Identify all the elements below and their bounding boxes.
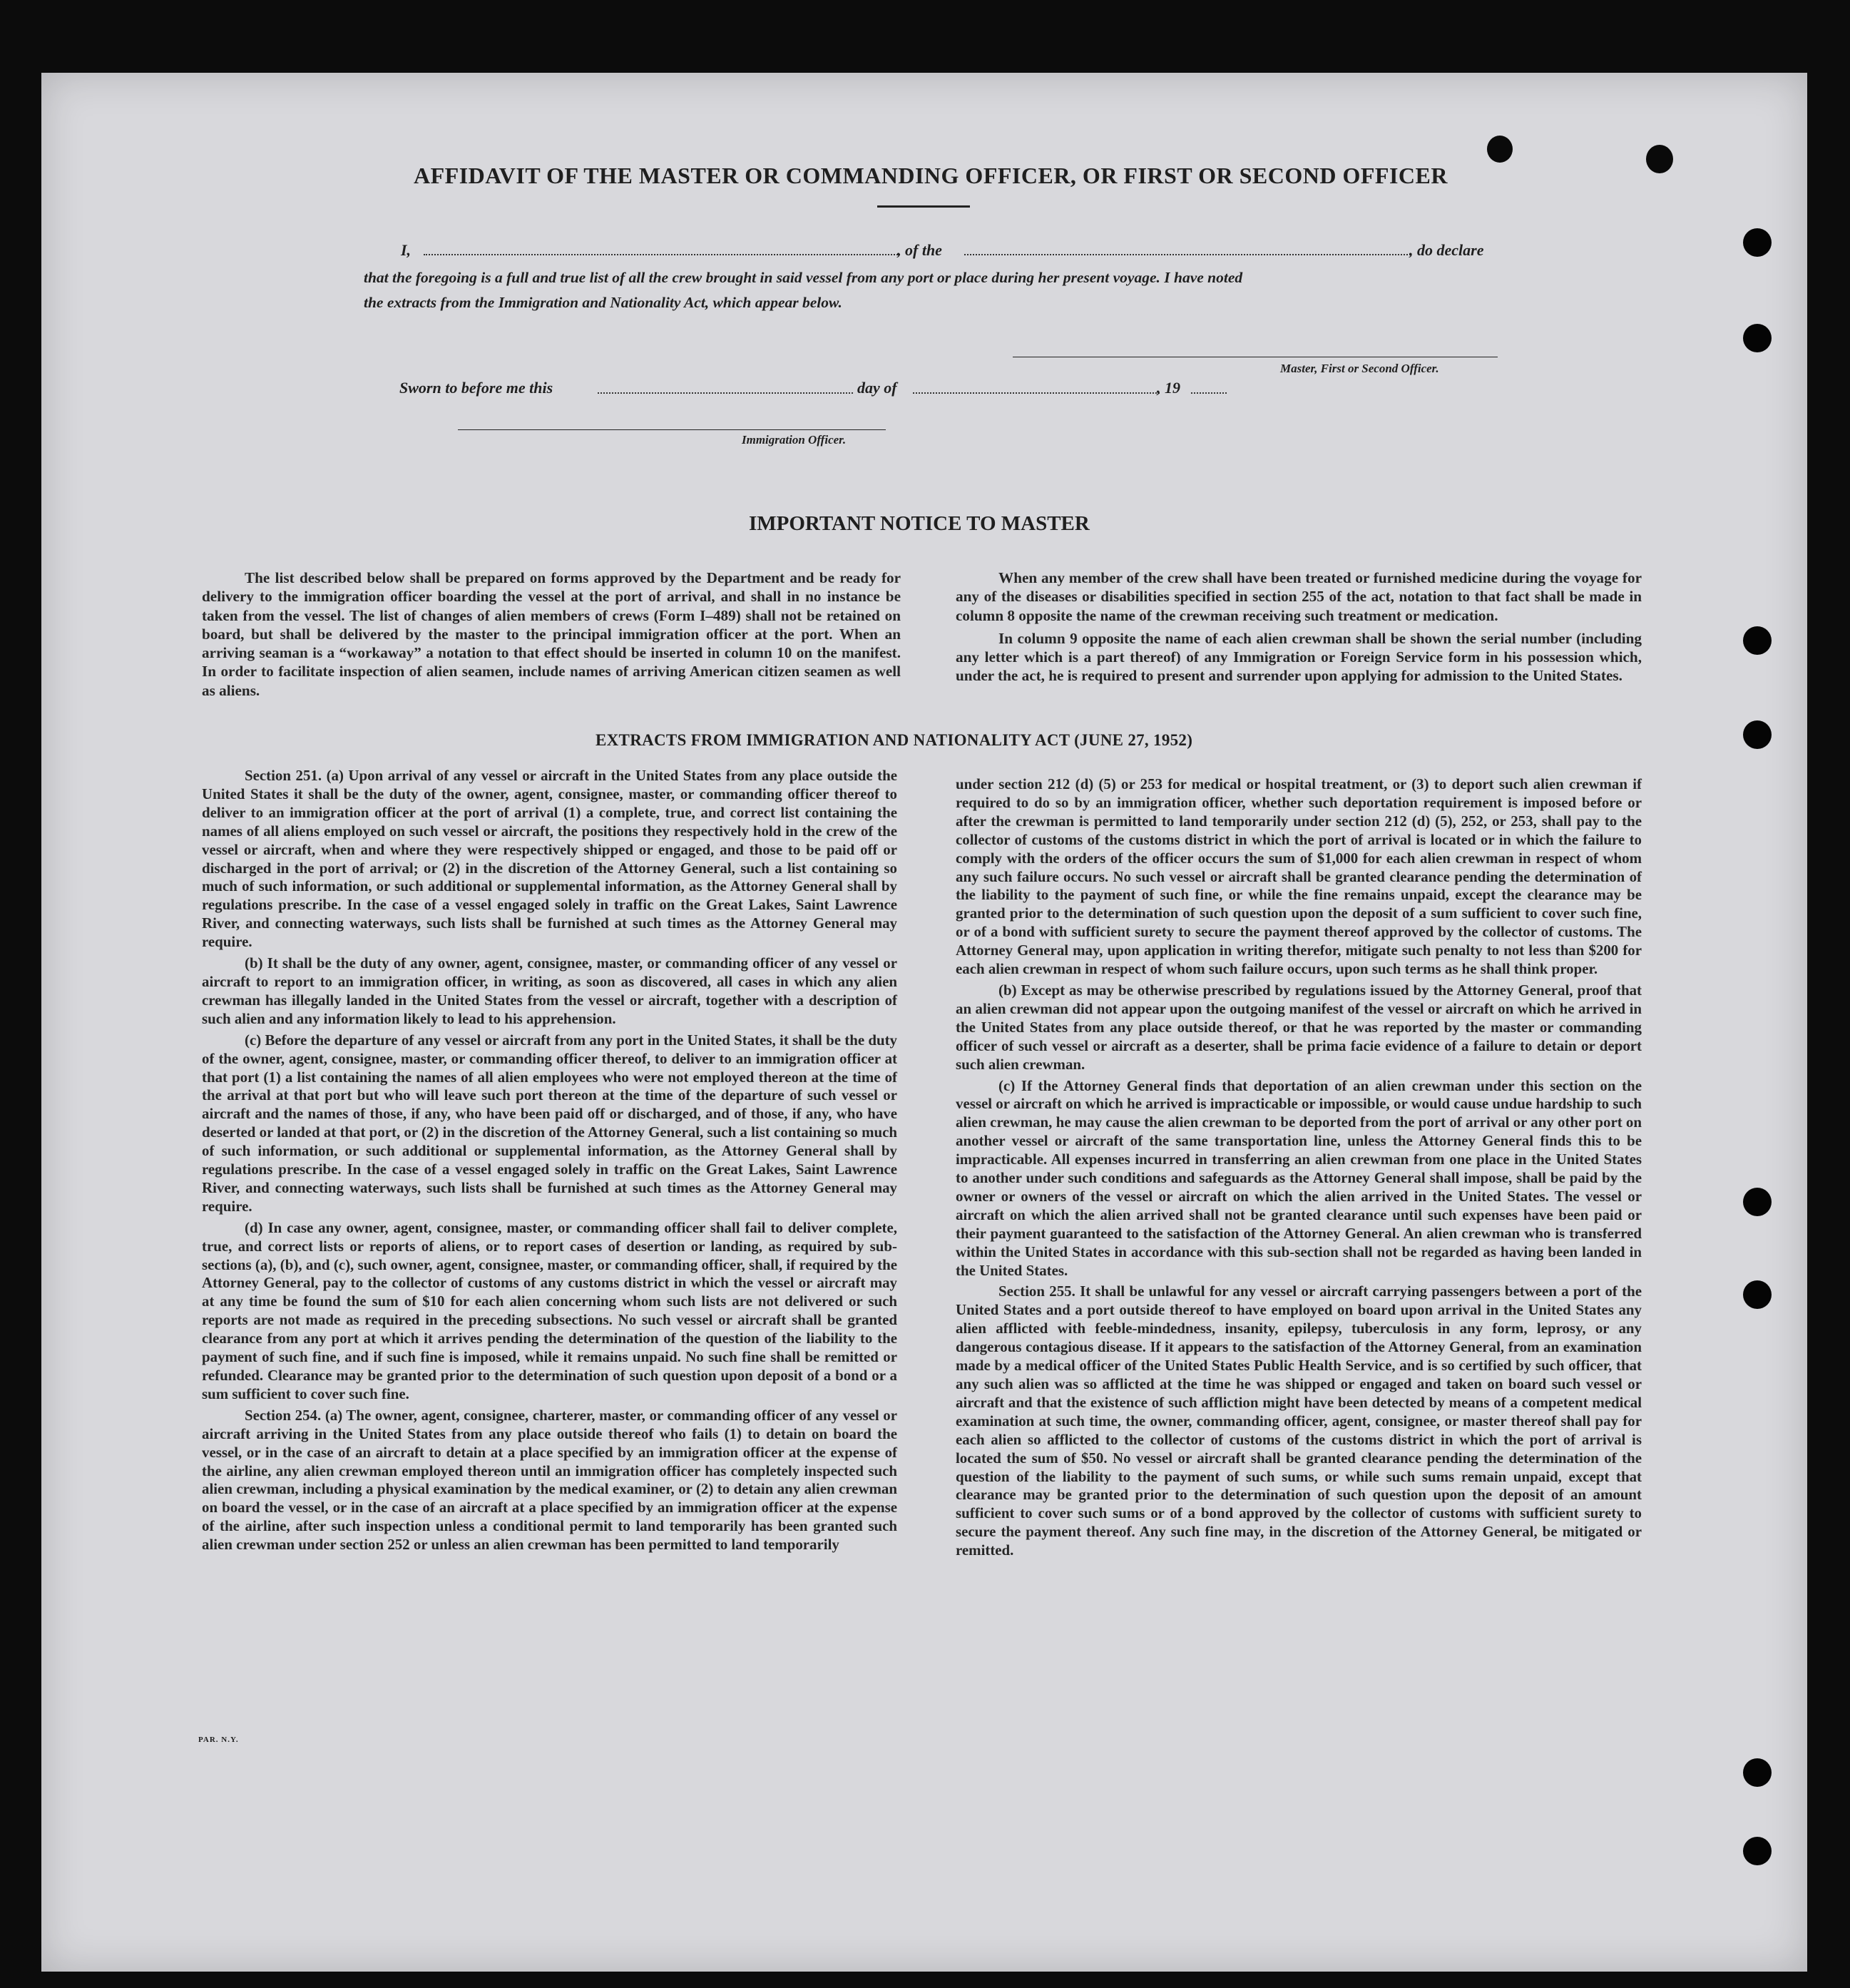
sworn-month-blank[interactable] bbox=[913, 392, 1160, 394]
section-251d: (d) In case any owner, agent, consignee, master, or commanding officer shall fail to deliver complete, true, and correct lists or reports of aliens, or to report cases of desertion or landing, as required by sub-sections (a), (b), and (c), such owner, agent, consignee, master, or commanding officer, shall, if required by the Attorney General, pay to the collector of customs of any customs district in which the vessel or aircraft may at any time be found the sum of $10 for each alien concerning whom such lists are not delivered or such reports are not made as required in the preceding subsections. No such vessel or aircraft shall be granted clearance from any port at which it arrives pending the determination of the question of the liability to the payment of such fine, and if such fine is imposed, while it remains unpaid. No such fine shall be remitted or refunded. Clearance may be granted prior to the determination of such question upon deposit of a bond or a sum sufficient to cover such fine. bbox=[202, 1218, 897, 1402]
ink-blot bbox=[1487, 136, 1513, 163]
printer-mark: PAR. N.Y. bbox=[198, 1735, 239, 1744]
extracts-left-column bbox=[202, 767, 897, 1557]
section-251b: (b) It shall be the duty of any owner, agent, consignee, master, or commanding officer of any vessel or aircraft to report to an immigration officer, in writing, as soon as discovered, all cases in which any alien crewman has illegally landed in the United States from the vessel or aircraft, together with a description of such alien and any information likely to lead to his apprehension. bbox=[202, 954, 897, 1027]
sworn-year-blank[interactable] bbox=[1191, 392, 1227, 394]
section-254c: (c) If the Attorney General finds that deportation of an alien crewman under this section on the vessel or aircraft on which he arrived is impracticable or impossible, or would cause undue hardship to such alien crewman, he may cause the alien crewman to be deported from the port of arrival or any other port on another vessel or aircraft of the same transportation line, unless the Attorney General finds this to be impracticable. All expenses incurred in transferring an alien crewman from one place in the United States to another under such conditions and safeguards as the Attorney General shall impose, shall be paid by the owner or owners of the vessel or aircraft on which the alien arrived in the United States. The vessel or aircraft on which the alien arrived shall not be granted clearance until such expenses have been paid or their payment guaranteed to the satisfaction of the Attorney General. An alien crewman who is transferred within the United States in accordance with this sub-section shall not be regarded as having been landed in the United States. bbox=[956, 1076, 1642, 1279]
affidavit-title: AFFIDAVIT OF THE MASTER OR COMMANDING OFFICER, OR FIRST OR SECOND OFFICER bbox=[414, 163, 1448, 188]
extracts-title: EXTRACTS FROM IMMIGRATION AND NATIONALITY ACT (JUNE 27, 1952) bbox=[596, 731, 1193, 749]
binder-hole bbox=[1743, 1758, 1772, 1787]
notice-right-column bbox=[956, 569, 1642, 688]
binder-hole bbox=[1743, 228, 1772, 257]
extracts-right-column bbox=[956, 775, 1642, 1563]
affidavit-line-2: that the foregoing is a full and true list of all the crew brought in said vessel from any port or place during her present voyage. I have noted bbox=[364, 269, 1243, 286]
binder-hole bbox=[1743, 626, 1772, 655]
notice-right-paragraph: In column 9 opposite the name of each alien crewman shall be shown the serial number (including any letter which is a part thereof) of any Immigration or Foreign Service form in his possession which, under the act, he is required to present and surrender upon applying for admission to the United States. bbox=[956, 629, 1642, 685]
year-prefix: , 19 bbox=[1157, 379, 1180, 397]
section-254b: (b) Except as may be otherwise prescribed by regulations issued by the Attorney General, proof that an alien crewman did not appear upon the outgoing manifest of the vessel or aircraft on which he arrived in the United States from any place outside thereof, or that he was reported by the master or commanding officer of such vessel or aircraft as a deserter, shall be prima facie evidence of a failure to detain or deport such alien crewman. bbox=[956, 981, 1642, 1073]
binder-hole bbox=[1743, 324, 1772, 352]
sworn-day-blank[interactable] bbox=[598, 392, 853, 394]
officer-caption: Immigration Officer. bbox=[742, 433, 847, 447]
binder-hole bbox=[1743, 1188, 1772, 1216]
affidavit-do-declare: , do declare bbox=[1409, 241, 1484, 259]
section-251a: Section 251. (a) Upon arrival of any vessel or aircraft in the United States from any place outside the United States it shall be the duty of the owner, agent, consignee, master, or commanding officer thereof to deliver to an immigration officer at the port of arrival (1) a complete, true, and correct list containing the names of all aliens employed on such vessel or aircraft, the positions they respectively hold in the crew of the vessel or aircraft, when and where they were respectively shipped or engaged, and those to be paid off or discharged in the port of arrival; or (2) in the discretion of the Attorney General, such a list containing so much of such information, or such additional or supplemental information, as the Attorney General shall by regulations prescribe. In the case of a vessel engaged solely in traffic on the Great Lakes, Saint Lawrence River, and connecting waterways, such lists shall be furnished at such times as the Attorney General may require. bbox=[202, 767, 897, 951]
title-underline bbox=[877, 205, 970, 208]
name-blank[interactable] bbox=[424, 254, 900, 255]
officer-signature-line[interactable] bbox=[458, 429, 886, 430]
notice-right-paragraph: When any member of the crew shall have been treated or furnished medicine during the voyage for any of the diseases or disabilities specified in section 255 of the act, notation to that fact shall be made in column 8 opposite the name of the crewman receiving such treatment or medication. bbox=[956, 569, 1642, 624]
vessel-blank[interactable] bbox=[964, 254, 1411, 255]
master-caption: Master, First or Second Officer. bbox=[1280, 362, 1439, 375]
binder-hole bbox=[1743, 1837, 1772, 1865]
notice-left-column bbox=[202, 569, 901, 703]
section-254a-continued: under section 212 (d) (5) or 253 for medical or hospital treatment, or (3) to deport such alien crewman if required to do so by an immigration officer, whether such deportation requirement is imposed before or after the crewman is permitted to land temporarily under section 212 (d) (5), 252, or 253, shall pay to the collector of customs of the customs district in which the port of arrival is located or in which the failure to comply with the orders of the officer occurs the sum of $1,000 for each alien crewman in respect of whom any such failure occurs. No such vessel or aircraft shall be granted clearance pending the determination of the liability to the payment of such fine, or while the fine remains unpaid, except the clearance may be granted prior to the determination of such question upon the deposit of a sum sufficient to cover such fine, or of a bond with sufficient surety to secure the payment thereof approved by the collector of customs. The Attorney General may, upon application in writing therefor, mitigate such penalty to not less than $200 for each alien crewman in respect of whom such failure occurs, upon such terms as he shall think proper. bbox=[956, 775, 1642, 978]
sworn-text: Sworn to before me this bbox=[399, 379, 553, 397]
notice-title: IMPORTANT NOTICE TO MASTER bbox=[749, 512, 1090, 535]
day-of-text: day of bbox=[857, 379, 897, 397]
binder-hole bbox=[1743, 1280, 1772, 1309]
binder-hole bbox=[1743, 720, 1772, 749]
affidavit-line-3: the extracts from the Immigration and Nationality Act, which appear below. bbox=[364, 294, 842, 311]
ink-blot bbox=[1646, 145, 1673, 173]
affidavit-of-the: , of the bbox=[897, 241, 942, 259]
section-255: Section 255. It shall be unlawful for any vessel or aircraft carrying passengers between a port of the United States and a port outside thereof to have employed on board upon arrival in the United States any alien afflicted with feeble-mindedness, insanity, epilepsy, tuberculosis in any form, leprosy, or any dangerous contagious disease. If it appears to the satisfaction of the Attorney General, from an examination made by a medical officer of the United States Public Health Service, and is so certified by such officer, that any such alien was so afflicted at the time he was shipped or engaged and taken on board such vessel or aircraft and that the existence of such affliction might have been detected by means of a competent medical examination at such time, the owner, commanding officer, agent, consignee, or master thereof shall pay for each alien so afflicted to the collector of customs of the customs district in which the port of arrival is located the sum of $50. No vessel or aircraft shall be granted clearance pending the determination of the question of the liability to the payment of such sums, or while such sums remain unpaid, except that clearance may be granted prior to the determination of such question upon the deposit of an amount sufficient to cover such sums or of a bond approved by the collector of customs with sufficient surety to secure the payment thereof. Any such fine may, in the discretion of the Attorney General, be mitigated or remitted. bbox=[956, 1283, 1642, 1559]
notice-left-paragraph: The list described below shall be prepared on forms approved by the Department and be ready for delivery to the immigration officer boarding the vessel at the port of arrival, and shall in no instance be taken from the vessel. The list of changes of alien members of crews (Form I–489) shall not be retained on board, but shall be delivered by the master to the principal immigration officer at the port. When an arriving seaman is a “workaway” a notation to that effect should be inserted in column 10 on the manifest. In order to facilitate inspection of alien seamen, include names of arriving American citizen seamen as well as aliens. bbox=[202, 569, 901, 699]
section-251c: (c) Before the departure of any vessel or aircraft from any port in the United States, it shall be the duty of the owner, agent, consignee, master, or commanding officer thereof, to deliver to an immigration officer at that port (1) a list containing the names of all alien employees who were not employed thereon at the time of the arrival at that port but who will leave such port thereon at the time of the departure of such vessel or aircraft and the names of those, if any, who have been paid off or discharged, and of those, if any, who have deserted or landed at that port, or (2) in the discretion of the Attorney General, such a list containing so much of such information, or such additional or supplemental information, as the Attorney General shall by regulations prescribe. In the case of a vessel engaged solely in traffic on the Great Lakes, Saint Lawrence River, and connecting waterways, such lists shall be furnished at such times as the Attorney General may require. bbox=[202, 1031, 897, 1215]
affidavit-i: I, bbox=[401, 241, 412, 259]
section-254a: Section 254. (a) The owner, agent, consignee, charterer, master, or commanding officer of any vessel or aircraft arriving in the United States from any place outside thereof who fails (1) to detain on board the vessel, or in the case of an aircraft to detain at a place specified by an immigration officer at the expense of the airline, any alien crewman employed thereon until an immigration officer has completely inspected such alien crewman, including a physical examination by the medical examiner, or (2) to detain any alien crewman on board the vessel, or in the case of an aircraft at a place specified by an immigration officer at the expense of the airline, after such inspection unless a conditional permit to land temporarily has been granted such alien crewman under section 252 or unless an alien crewman has been permitted to land temporarily bbox=[202, 1406, 897, 1554]
